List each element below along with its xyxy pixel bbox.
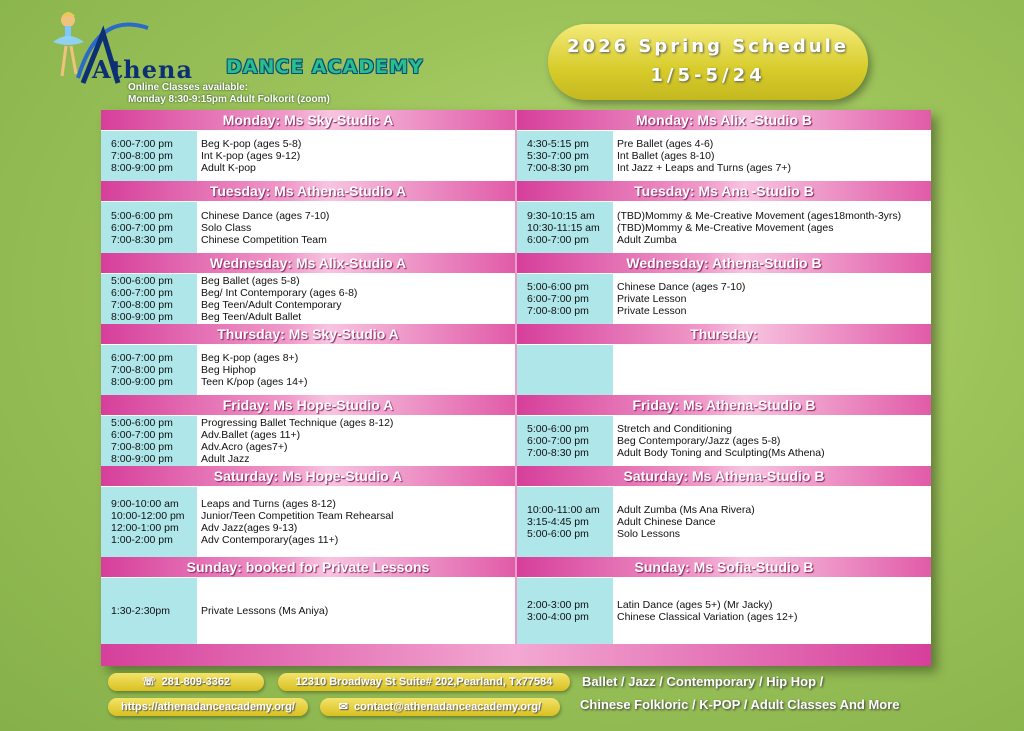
class-time: 8:00-9:00 pm	[111, 376, 173, 388]
dance-styles-line-1: Ballet / Jazz / Contemporary / Hip Hop /	[582, 674, 824, 689]
day-block	[517, 578, 931, 644]
class-time: 7:00-8:00 pm	[111, 441, 173, 453]
class-name: Progressing Ballet Technique (ages 8-12)	[201, 417, 394, 429]
class-list	[617, 416, 931, 466]
class-name: Adult Chinese Dance	[617, 516, 716, 528]
phone-pill[interactable]	[108, 673, 264, 691]
day-header: Monday: Ms Alix -Studio B	[517, 110, 931, 130]
class-time: 9:00-10:00 am	[111, 498, 179, 510]
class-name: Adult K-pop	[201, 162, 256, 174]
schedule-board	[101, 110, 931, 666]
class-time: 7:00-8:00 pm	[111, 150, 173, 162]
online-classes-detail: Monday 8:30-9:15pm Adult Folkorit (zoom)	[128, 94, 330, 105]
class-name: Adv Contemporary(ages 11+)	[201, 534, 339, 546]
day-block	[517, 131, 931, 181]
day-header: Thursday: Ms Sky-Studio A	[101, 324, 515, 344]
class-name: Adv Jazz(ages 9-13)	[201, 522, 298, 534]
class-name: Adv.Ballet (ages 11+)	[201, 429, 301, 441]
address-text: 12310 Broadway St Suite# 202,Pearland, Tx77584	[295, 676, 553, 688]
class-name: Int Ballet (ages 8-10)	[617, 150, 715, 162]
class-name: Private Lesson	[617, 293, 687, 305]
class-name: Beg/ Int Contemporary (ages 6-8)	[201, 287, 358, 299]
day-header: Saturday: Ms Athena-Studio B	[517, 466, 931, 486]
class-time: 7:00-8:00 pm	[111, 364, 173, 376]
class-name: Beg Hiphop	[201, 364, 256, 376]
phone-icon: ☏	[141, 676, 156, 688]
class-time: 6:00-7:00 pm	[527, 435, 589, 447]
studio-b-column	[517, 110, 931, 666]
class-time: 2:00-3:00 pm	[527, 599, 589, 611]
class-name: Int K-pop (ages 9-12)	[201, 150, 301, 162]
schedule-dates: 1/5-5/24	[650, 65, 766, 86]
class-time: 5:30-7:00 pm	[527, 150, 589, 162]
email-text: contact@athenadanceacademy.org/	[354, 701, 542, 713]
time-column	[517, 202, 613, 254]
class-time: 3:00-4:00 pm	[527, 611, 589, 623]
class-time: 5:00-6:00 pm	[527, 528, 589, 540]
class-list	[201, 487, 515, 557]
class-time: 8:00-9:00 pm	[111, 453, 173, 465]
studio-a-column	[101, 110, 515, 666]
email-link[interactable]	[320, 698, 560, 716]
class-time: 7:00-8:30 pm	[527, 447, 589, 459]
class-time: 5:00-6:00 pm	[111, 210, 173, 222]
class-name: Stretch and Conditioning	[617, 423, 732, 435]
class-time: 6:00-7:00 pm	[111, 352, 173, 364]
schedule-title: 2026 Spring Schedule	[567, 36, 849, 57]
class-name: Beg Teen/Adult Contemporary	[201, 299, 342, 311]
class-time: 7:00-8:00 pm	[111, 299, 173, 311]
class-list	[201, 202, 515, 254]
day-block	[101, 578, 515, 644]
time-column	[101, 202, 197, 254]
day-block	[517, 345, 931, 395]
class-name: Adult Zumba	[617, 234, 677, 246]
class-time: 6:00-7:00 pm	[527, 234, 589, 246]
day-header: Saturday: Ms Hope-Studio A	[101, 466, 515, 486]
class-time: 1:30-2:30pm	[111, 605, 170, 617]
class-time: 1:00-2:00 pm	[111, 534, 173, 546]
class-list	[617, 345, 931, 395]
class-time: 6:00-7:00 pm	[111, 287, 173, 299]
time-column	[517, 487, 613, 557]
day-header: Wednesday: Athena-Studio B	[517, 253, 931, 273]
class-name: Private Lessons (Ms Aniya)	[201, 605, 329, 617]
day-block	[517, 487, 931, 557]
day-header: Wednesday: Ms Alix-Studio A	[101, 253, 515, 273]
class-time: 6:00-7:00 pm	[111, 429, 173, 441]
envelope-icon: ✉	[338, 701, 348, 713]
phone-number: 281-809-3362	[161, 676, 231, 688]
time-column	[517, 345, 613, 395]
online-classes-note	[128, 82, 330, 106]
class-list	[617, 274, 931, 324]
class-time: 5:00-6:00 pm	[111, 417, 173, 429]
class-name: Int Jazz + Leaps and Turns (ages 7+)	[617, 162, 791, 174]
class-name: Beg K-pop (ages 8+)	[201, 352, 299, 364]
day-header: Sunday: booked for Private Lessons	[101, 557, 515, 577]
time-column	[101, 131, 197, 181]
class-list	[201, 578, 515, 644]
class-name: (TBD)Mommy & Me-Creative Movement (ages18month-3yrs)	[617, 210, 902, 222]
class-name: Beg Teen/Adult Ballet	[201, 311, 302, 323]
class-name: Beg Contemporary/Jazz (ages 5-8)	[617, 435, 781, 447]
class-time: 8:00-9:00 pm	[111, 311, 173, 323]
class-time: 7:00-8:30 pm	[527, 162, 589, 174]
academy-name: DANCE ACADEMY	[226, 56, 424, 78]
class-name: Teen K/pop (ages 14+)	[201, 376, 308, 388]
class-list	[617, 578, 931, 644]
class-name: Pre Ballet (ages 4-6)	[617, 138, 714, 150]
day-header: Sunday: Ms Sofia-Studio B	[517, 557, 931, 577]
class-time: 10:30-11:15 am	[527, 222, 600, 234]
time-column	[517, 274, 613, 324]
day-block	[101, 131, 515, 181]
website-link[interactable]	[108, 698, 308, 716]
time-column	[517, 131, 613, 181]
day-block	[101, 345, 515, 395]
address-pill	[278, 673, 570, 691]
day-header: Tuesday: Ms Ana -Studio B	[517, 181, 931, 201]
day-block	[517, 416, 931, 466]
class-name: Beg K-pop (ages 5-8)	[201, 138, 302, 150]
class-time: 8:00-9:00 pm	[111, 162, 173, 174]
class-name: Adult Jazz	[201, 453, 250, 465]
class-name: Adult Zumba (Ms Ana Rivera)	[617, 504, 755, 516]
class-name: Chinese Dance (ages 7-10)	[201, 210, 330, 222]
day-header: Monday: Ms Sky-Studic A	[101, 110, 515, 130]
class-time: 6:00-7:00 pm	[111, 138, 173, 150]
class-name: Latin Dance (ages 5+) (Mr Jacky)	[617, 599, 773, 611]
logo-wordmark: Athena	[92, 55, 194, 84]
class-name: Solo Lessons	[617, 528, 681, 540]
day-header: Tuesday: Ms Athena-Studio A	[101, 181, 515, 201]
class-name: Adult Body Toning and Sculpting(Ms Athena)	[617, 447, 825, 459]
class-time: 7:00-8:30 pm	[111, 234, 173, 246]
class-time: 6:00-7:00 pm	[527, 293, 589, 305]
day-block	[101, 416, 515, 466]
class-name: Beg Ballet (ages 5-8)	[201, 275, 300, 287]
class-time: 12:00-1:00 pm	[111, 522, 179, 534]
class-time: 4:30-5:15 pm	[527, 138, 589, 150]
class-list	[201, 345, 515, 395]
class-list	[617, 487, 931, 557]
board-bottom-bar	[101, 644, 931, 666]
time-column	[517, 416, 613, 466]
day-block	[101, 487, 515, 557]
class-name: Adv.Acro (ages7+)	[201, 441, 288, 453]
time-column	[101, 345, 197, 395]
day-header: Friday: Ms Athena-Studio B	[517, 395, 931, 415]
time-column	[101, 578, 197, 644]
class-list	[201, 274, 515, 324]
class-name: Chinese Dance (ages 7-10)	[617, 281, 746, 293]
online-classes-label: Online Classes available:	[128, 82, 249, 93]
website-text: https://athenadanceacademy.org/	[120, 701, 295, 713]
day-block	[517, 202, 931, 254]
schedule-title-badge	[548, 24, 868, 100]
time-column	[517, 578, 613, 644]
time-column	[101, 274, 197, 324]
dance-styles-line-2: Chinese Folkloric / K-POP / Adult Classes And More	[580, 697, 900, 712]
day-block	[101, 274, 515, 324]
class-name: Junior/Teen Competition Team Rehearsal	[201, 510, 394, 522]
class-name: Chinese Classical Variation (ages 12+)	[617, 611, 798, 623]
day-block	[101, 202, 515, 254]
class-name: Chinese Competition Team	[201, 234, 327, 246]
time-column	[101, 487, 197, 557]
time-column	[101, 416, 197, 466]
class-list	[201, 131, 515, 181]
class-name: Leaps and Turns (ages 8-12)	[201, 498, 336, 510]
class-name: (TBD)Mommy & Me-Creative Movement (ages	[617, 222, 834, 234]
day-header: Thursday:	[517, 324, 931, 344]
class-time: 9:30-10:15 am	[527, 210, 595, 222]
class-time: 6:00-7:00 pm	[111, 222, 173, 234]
class-time: 5:00-6:00 pm	[527, 281, 589, 293]
class-name: Solo Class	[201, 222, 252, 234]
class-time: 3:15-4:45 pm	[527, 516, 589, 528]
class-list	[201, 416, 515, 466]
class-time: 10:00-12:00 pm	[111, 510, 185, 522]
class-time: 10:00-11:00 am	[527, 504, 600, 516]
class-time: 5:00-6:00 pm	[527, 423, 589, 435]
day-block	[517, 274, 931, 324]
class-name: Private Lesson	[617, 305, 687, 317]
class-list	[617, 131, 931, 181]
class-time: 7:00-8:00 pm	[527, 305, 589, 317]
class-list	[617, 202, 931, 254]
day-header: Friday: Ms Hope-Studio A	[101, 395, 515, 415]
class-time: 5:00-6:00 pm	[111, 275, 173, 287]
